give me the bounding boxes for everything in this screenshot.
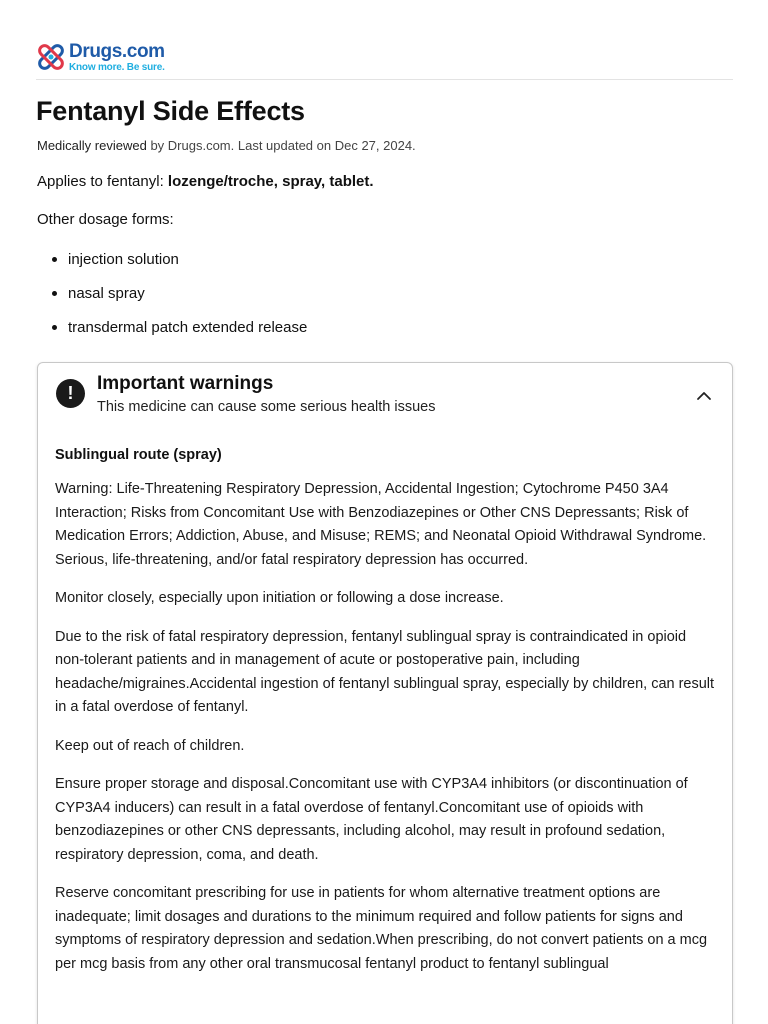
exclamation-icon: ! <box>56 379 85 408</box>
applies-forms: lozenge/troche, spray, tablet. <box>167 173 374 190</box>
applies-to <box>37 173 374 190</box>
drugs-com-logo[interactable] <box>36 42 165 74</box>
list-item[interactable]: nasal spray <box>50 285 307 319</box>
page-title: Fentanyl Side Effects <box>36 96 305 126</box>
drugs-com-pill-logo-icon <box>36 42 66 72</box>
warning-paragraph: Reserve concomitant prescribing for use in patients for whom alternative treatment options are inadequate; limit dosages and durations to the minimum required and follow patients for signs and symptoms of respiratory depression and sedation.When prescribing, do not convert patients on a mcg per mcg basis from any other oral transmucosal fentanyl product to fentanyl sublingual <box>55 885 708 972</box>
list-item[interactable]: transdermal patch extended release <box>50 319 307 353</box>
logo-name: Drugs.com <box>69 41 165 62</box>
warnings-body <box>55 478 719 991</box>
logo-tagline: Know more. Be sure. <box>69 62 165 73</box>
applies-prefix: Applies to fentanyl: <box>37 173 168 190</box>
other-dosage-label: Other dosage forms: <box>37 211 174 228</box>
warnings-title: Important warnings <box>97 373 274 394</box>
review-suffix: by Drugs.com. Last updated on Dec 27, 2024. <box>146 138 416 153</box>
warning-paragraph: Due to the risk of fatal respiratory depression, fentanyl sublingual spray is contraindicated in opioid non-tolerant patients and in management of acute or postoperative pain, including headache/migraines.Accidental ingestion of fentanyl sublingual spray, especially by children, can result in a fatal overdose of fentanyl. <box>55 628 715 715</box>
review-info <box>37 138 416 153</box>
chevron-up-icon[interactable] <box>696 389 712 401</box>
site-header <box>36 40 733 80</box>
review-prefix: Medically reviewed <box>37 138 147 153</box>
dosage-forms-list <box>50 251 307 353</box>
warning-paragraph: Warning: Life-Threatening Respiratory Depression, Accidental Ingestion; Cytochrome P450 3A4 Interaction; Risks from Concomitant Use with Benzodiazepines or Other CNS Depressants; Risk of Medication Errors; Addiction, Abuse, and Misuse; REMS; and Neonatal Opioid Withdrawal Syndrome. Serious, life-threatening, and/or fatal respiratory depression has occurred. <box>55 481 707 568</box>
list-item[interactable]: injection solution <box>50 251 307 285</box>
important-warnings-panel <box>37 362 733 1024</box>
warning-paragraph: Keep out of reach of children. <box>55 737 245 754</box>
warning-paragraph: Ensure proper storage and disposal.Concomitant use with CYP3A4 inhibitors (or discontinuation of CYP3A4 inducers) can result in a fatal overdose of fentanyl.Concomitant use of opioids with benzodiazepines or other CNS depressants, including alcohol, may result in profound sedation, respiratory depression, coma, and death. <box>55 776 688 863</box>
warnings-subtitle: This medicine can cause some serious health issues <box>97 399 436 415</box>
route-heading: Sublingual route (spray) <box>55 447 222 463</box>
warning-paragraph: Monitor closely, especially upon initiation or following a dose increase. <box>55 590 504 606</box>
